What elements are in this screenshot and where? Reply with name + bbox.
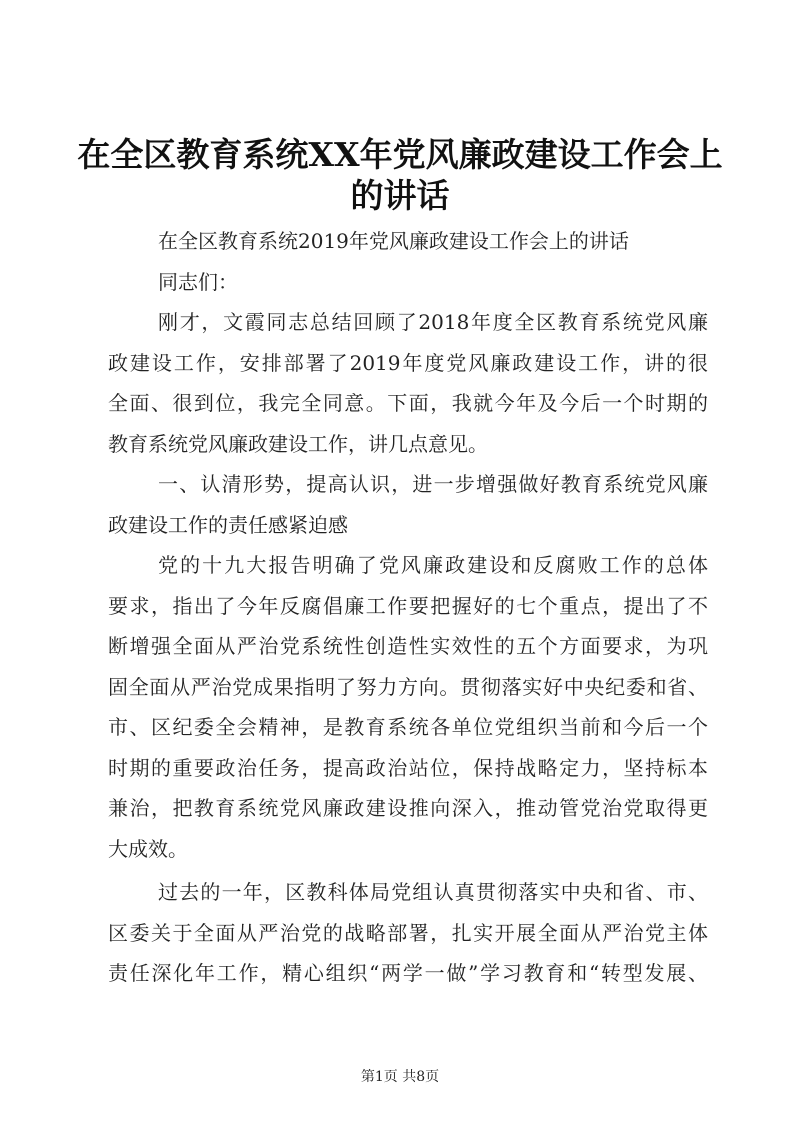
paragraph <box>108 464 708 545</box>
text-line: 固全面从严治党成果指明了努力方向。贯彻落实好中央纪委和省、 <box>108 674 708 699</box>
document-body <box>108 221 708 994</box>
text-line: 政建设工作的责任感紧迫感 <box>108 512 348 537</box>
paragraph <box>108 872 708 994</box>
text-line: 大成效。 <box>108 836 188 861</box>
subtitle <box>108 221 708 262</box>
text-line: 断增强全面从严治党系统性创造性实效性的五个方面要求，为巩 <box>108 634 708 658</box>
text-line: 同志们： <box>158 269 238 294</box>
text-line: 全面、很到位，我完全同意。下面，我就今年及今后一个时期的 <box>108 391 708 415</box>
text-line: 兼治，把教育系统党风廉政建设推向深入，推动管党治党取得更 <box>108 796 708 820</box>
text-line: 刚才，文霞同志总结回顾了2018年度全区教育系统党风廉 <box>158 310 708 334</box>
text-line: 在全区教育系统2019年党风廉政建设工作会上的讲话 <box>158 229 629 253</box>
document-title <box>70 134 730 216</box>
salutation <box>108 262 708 303</box>
text-line: 教育系统党风廉政建设工作，讲几点意见。 <box>108 431 488 456</box>
text-line: 政建设工作，安排部署了2019年度党风廉政建设工作，讲的很 <box>108 350 708 375</box>
text-line: 市、区纪委全会精神，是教育系统各单位党组织当前和今后一个 <box>108 715 708 739</box>
title-line: 的讲话 <box>350 176 450 215</box>
text-line: 时期的重要政治任务，提高政治站位，保持战略定力，坚持标本 <box>108 755 708 780</box>
text-line: 一、认清形势，提高认识，进一步增强做好教育系统党风廉 <box>158 472 708 496</box>
text-line: 党的十九大报告明确了党风廉政建设和反腐败工作的总体 <box>158 553 708 577</box>
title-line: 在全区教育系统XX年党风廉政建设工作会上 <box>77 135 723 174</box>
text-line: 过去的一年，区教科体局党组认真贯彻落实中央和省、市、 <box>158 880 708 904</box>
text-line: 责任深化年工作，精心组织“两学一做”学习教育和“转型发展、 <box>108 961 708 985</box>
text-line: 区委关于全面从严治党的战略部署，扎实开展全面从严治党主体 <box>108 920 708 945</box>
page-number-footer: 第1页 共8页 <box>360 1069 440 1085</box>
paragraph <box>108 545 708 869</box>
paragraph <box>108 302 708 464</box>
text-line: 要求，指出了今年反腐倡廉工作要把握好的七个重点，提出了不 <box>108 593 708 618</box>
